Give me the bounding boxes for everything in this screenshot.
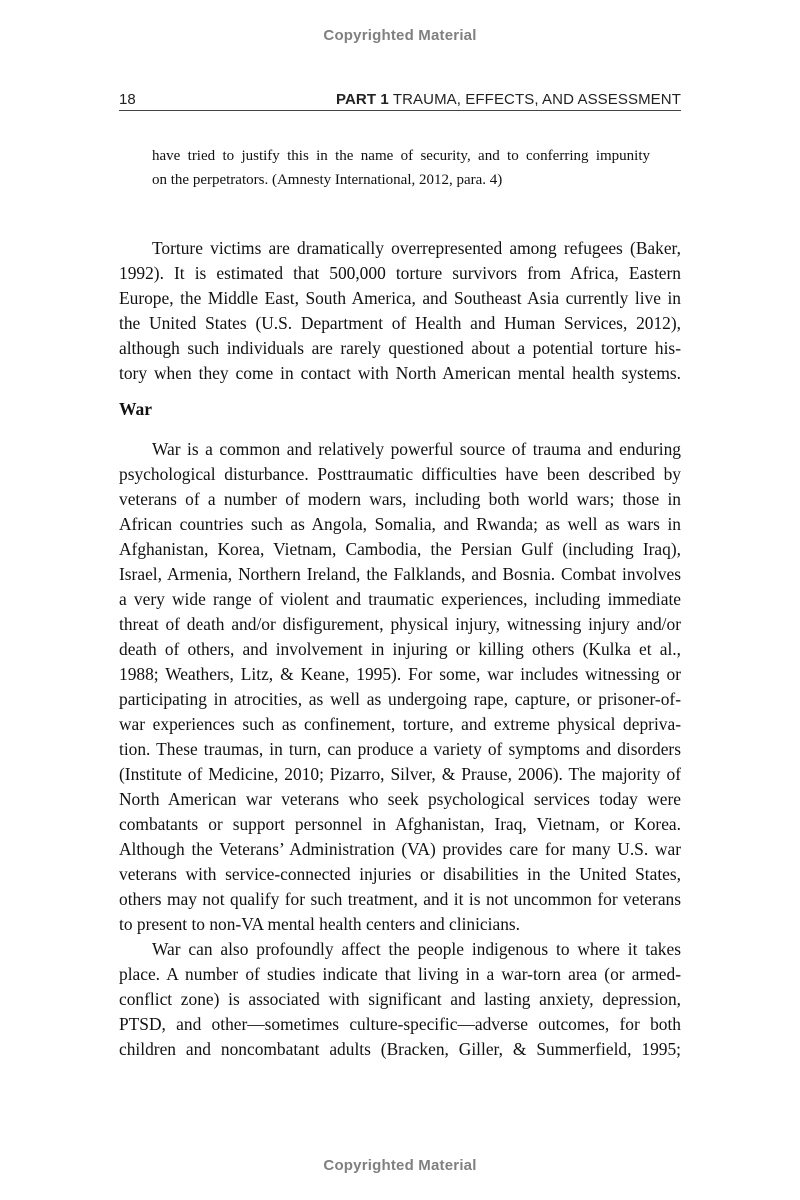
text-line: combatants or support personnel in Afghanistan, Iraq, Vietnam, or Korea. bbox=[119, 814, 681, 834]
page-number: 18 bbox=[119, 91, 136, 108]
part-title-text: TRAUMA, EFFECTS, AND ASSESSMENT bbox=[392, 91, 681, 108]
text-line: War is a common and relatively powerful source of trauma and enduring bbox=[152, 439, 681, 459]
text-line: Torture victims are dramatically overrepresented among refugees (Baker, bbox=[152, 238, 681, 258]
text-line: conflict zone) is associated with significant and lasting anxiety, depression, bbox=[119, 989, 681, 1009]
block-quote bbox=[152, 144, 650, 192]
text-line: psychological disturbance. Posttraumatic difficulties have been described by bbox=[119, 464, 681, 484]
part-title bbox=[336, 91, 681, 108]
part-label: PART 1 bbox=[336, 91, 389, 108]
text-line: to present to non-VA mental health centers and clinicians. bbox=[119, 914, 521, 934]
paragraph-torture bbox=[119, 236, 681, 386]
text-line: others may not qualify for such treatment, and it is not uncommon for veterans bbox=[119, 889, 681, 909]
text-line: the United States (U.S. Department of Health and Human Services, 2012), bbox=[119, 313, 681, 333]
paragraph-war-1 bbox=[119, 437, 681, 937]
text-line: African countries such as Angola, Somalia, and Rwanda; as well as wars in bbox=[119, 514, 681, 534]
text-line: participating in atrocities, as well as undergoing rape, capture, or prisoner-of- bbox=[119, 689, 681, 709]
text-line: on the perpetrators. (Amnesty International, 2012, para. 4) bbox=[152, 172, 503, 188]
text-line: death of others, and involvement in injuring or killing others (Kulka et al., bbox=[119, 639, 681, 659]
text-line: 1988; Weathers, Litz, & Keane, 1995). For some, war includes witnessing or bbox=[119, 664, 681, 684]
text-line: veterans with service-connected injuries or disabilities in the United States, bbox=[119, 864, 681, 884]
text-line: PTSD, and other—sometimes culture-specific—adverse outcomes, for both bbox=[119, 1014, 681, 1034]
text-line: Although the Veterans’ Administration (VA) provides care for many U.S. war bbox=[119, 839, 681, 859]
text-line: Israel, Armenia, Northern Ireland, the Falklands, and Bosnia. Combat involves bbox=[119, 564, 681, 584]
paragraph-war-2 bbox=[119, 937, 681, 1062]
text-line: place. A number of studies indicate that living in a war-torn area (or armed- bbox=[119, 964, 681, 984]
text-line: (Institute of Medicine, 2010; Pizarro, Silver, & Prause, 2006). The majority of bbox=[119, 764, 681, 784]
text-line: war experiences such as confinement, torture, and extreme physical depriva- bbox=[119, 714, 681, 734]
text-line: Afghanistan, Korea, Vietnam, Cambodia, the Persian Gulf (including Iraq), bbox=[119, 539, 681, 559]
text-line: Europe, the Middle East, South America, and Southeast Asia currently live in bbox=[119, 288, 681, 308]
text-line: although such individuals are rarely questioned about a potential torture his- bbox=[119, 338, 681, 358]
text-line: threat of death and/or disfigurement, physical injury, witnessing injury and/or bbox=[119, 614, 681, 634]
section-heading: War bbox=[119, 399, 153, 419]
running-head bbox=[119, 90, 681, 111]
text-line: children and noncombatant adults (Bracken, Giller, & Summerfield, 1995; bbox=[119, 1039, 681, 1059]
text-line: have tried to justify this in the name of security, and to conferring impunity bbox=[152, 148, 650, 164]
text-line: War can also profoundly affect the people indigenous to where it takes bbox=[152, 939, 681, 959]
text-line: tory when they come in contact with North American mental health systems. bbox=[119, 363, 681, 383]
text-line: 1992). It is estimated that 500,000 torture survivors from Africa, Eastern bbox=[119, 263, 681, 283]
text-line: a very wide range of violent and traumatic experiences, including immediate bbox=[119, 589, 681, 609]
copyright-watermark-bottom: Copyrighted Material bbox=[323, 1157, 477, 1174]
text-line: North American war veterans who seek psychological services today were bbox=[119, 789, 681, 809]
copyright-watermark-top: Copyrighted Material bbox=[323, 27, 477, 44]
text-line: veterans of a number of modern wars, including both world wars; those in bbox=[119, 489, 681, 509]
text-line: tion. These traumas, in turn, can produce a variety of symptoms and disorders bbox=[119, 739, 681, 759]
